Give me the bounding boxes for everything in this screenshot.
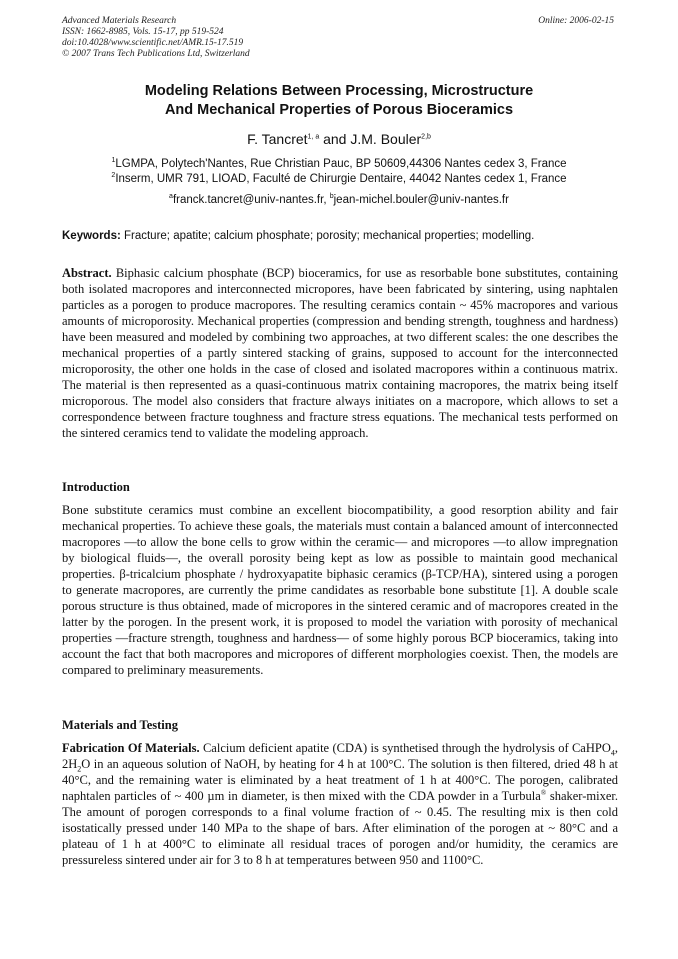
registered-mark: ® (540, 788, 547, 797)
keywords-text: Fracture; apatite; calcium phosphate; porosity; mechanical properties; modelling. (120, 230, 535, 242)
journal-name: Advanced Materials Research (62, 16, 177, 26)
author-1-marker: 1, a (307, 133, 320, 141)
email-2-marker: b (329, 193, 334, 201)
doi-line: doi:10.4028/www.scientific.net/AMR.15-17.519 (62, 38, 244, 48)
affiliation-2-text: Inserm, UMR 791, LIOAD, Faculté de Chirurgie Dentaire, 44042 Nantes cedex 1, France (115, 173, 567, 185)
subscript-4: 4 (610, 748, 615, 758)
abstract (62, 265, 618, 441)
affiliation-2-marker: 2 (111, 172, 116, 180)
copyright-line: © 2007 Trans Tech Publications Ltd, Switzerland (62, 49, 250, 59)
section-heading-materials: Materials and Testing (62, 718, 178, 732)
online-date: Online: 2006-02-15 (538, 16, 614, 26)
subscript-2: 2 (77, 764, 82, 774)
materials-paragraph (62, 740, 618, 868)
materials-text-2: , 2H (62, 741, 618, 771)
materials-text-3: O in an aqueous solution of NaOH, by heating for 4 h at 100°C. The solution is then filtered, dried 48 h at 40°C, and the remaining water is eliminated by a heat treatment of 1 h at 400°C. The porogen, calibrated naphtalen particles of ~ 400 µm in diameter, is then mixed with the CDA powder in a Turbula (62, 757, 618, 803)
title-line-2: And Mechanical Properties of Porous Bioceramics (164, 102, 514, 118)
section-heading-introduction: Introduction (62, 480, 130, 494)
keywords (62, 230, 618, 242)
introduction-paragraph: Bone substitute ceramics must combine an excellent biocompatibility, a good resorption ability and fair mechanical properties. To achieve these goals, the materials must contain a balanced amount of interconnected macropores —to allow the bone cells to grow within the ceramic— and micropores —to allow impregnation by biological fluids—, the overall porosity being kept as low as possible to maintain good mechanical properties. β-tricalcium phosphate / hydroxyapatite biphasic ceramics (β-TCP/HA), sintered using a porogen to generate macropores, are currently the prime candidates as resorbable bone substitute [1]. A double scale porous structure is thus obtained, made of micropores in the sintered ceramic and of macropores created in the latter by the porogen. In the present work, it is proposed to model the variation with porosity of mechanical properties —fracture strength, toughness and hardness— of some highly porous BCP bioceramics, taking into account the fact that both macropores and micropores of different morphologies coexist. Then, the models are compared to preliminary measurements. (62, 503, 618, 677)
abstract-text: Biphasic calcium phosphate (BCP) bioceramics, for use as resorbable bone substitutes, containing both isolated macropores and interconnected micropores, have been fabricated by sintering, using naphtalen particles as a porogen to produce macropores. The resulting ceramics contain ~ 45% macropores and various amounts of microporosity. Mechanical properties (compression and bending strength, toughness and hardness) have been measured and modeled by combining two approaches, at two different scales: the one describes the mechanical properties of a partly sintered stacking of grains, supposed to account for the interconnected microporosity, the other one holds in the case of closed and isolated macropores within a continuous matrix. The material is then represented as a quasi-continuous matrix containing macropores, the matrix being itself microporous. The model also considers that fracture always initiates on a macropore, which allows to set a correspondence between fracture toughness and fracture stress equations. The mechanical tests performed on the sintered ceramics tend to validate the modeling approach. (62, 266, 618, 440)
email-line (40, 193, 638, 208)
affiliation-1 (40, 157, 638, 172)
materials-text-1: Calcium deficient apatite (CDA) is synthetised through the hydrolysis of CaHPO (199, 741, 611, 755)
author-conjunction: and (319, 131, 351, 147)
fabrication-label: Fabrication Of Materials. (62, 741, 200, 755)
affiliation-1-marker: 1 (111, 157, 116, 165)
materials-text-4: shaker-mixer. The amount of porogen corresponds to a final volume fraction of ~ 0.45. The resulting mix is then cold isostatically pressed under 140 MPa to the shape of bars. After elimination of the porogen at ~ 80°C and a plateau of 1 h at 400°C to eliminate all residual traces of porogen and/or humidity, the ceramics are pressureless sintered under air for 3 to 8 h at temperatures between 950 and 1100°C. (62, 789, 618, 867)
issn-line: ISSN: 1662-8985, Vols. 15-17, pp 519-524 (62, 27, 224, 37)
affiliation-1-text: LGMPA, Polytech'Nantes, Rue Christian Pauc, BP 50609,44306 Nantes cedex 3, France (115, 158, 567, 170)
email-1[interactable]: franck.tancret@univ-nantes.fr, (172, 194, 330, 206)
keywords-label: Keywords: (62, 230, 121, 242)
abstract-label: Abstract. (62, 266, 112, 280)
paper-title (40, 82, 638, 120)
email-1-marker: a (169, 193, 173, 201)
email-2[interactable]: jean-michel.bouler@univ-nantes.fr (333, 194, 509, 206)
author-1: F. Tancret (247, 131, 308, 147)
author-2: J.M. Bouler (350, 131, 422, 147)
journal-header (62, 16, 614, 60)
author-2-marker: 2,b (421, 133, 431, 141)
affiliation-2 (40, 172, 638, 187)
author-list (40, 131, 638, 147)
title-line-1: Modeling Relations Between Processing, Microstructure (144, 83, 534, 99)
